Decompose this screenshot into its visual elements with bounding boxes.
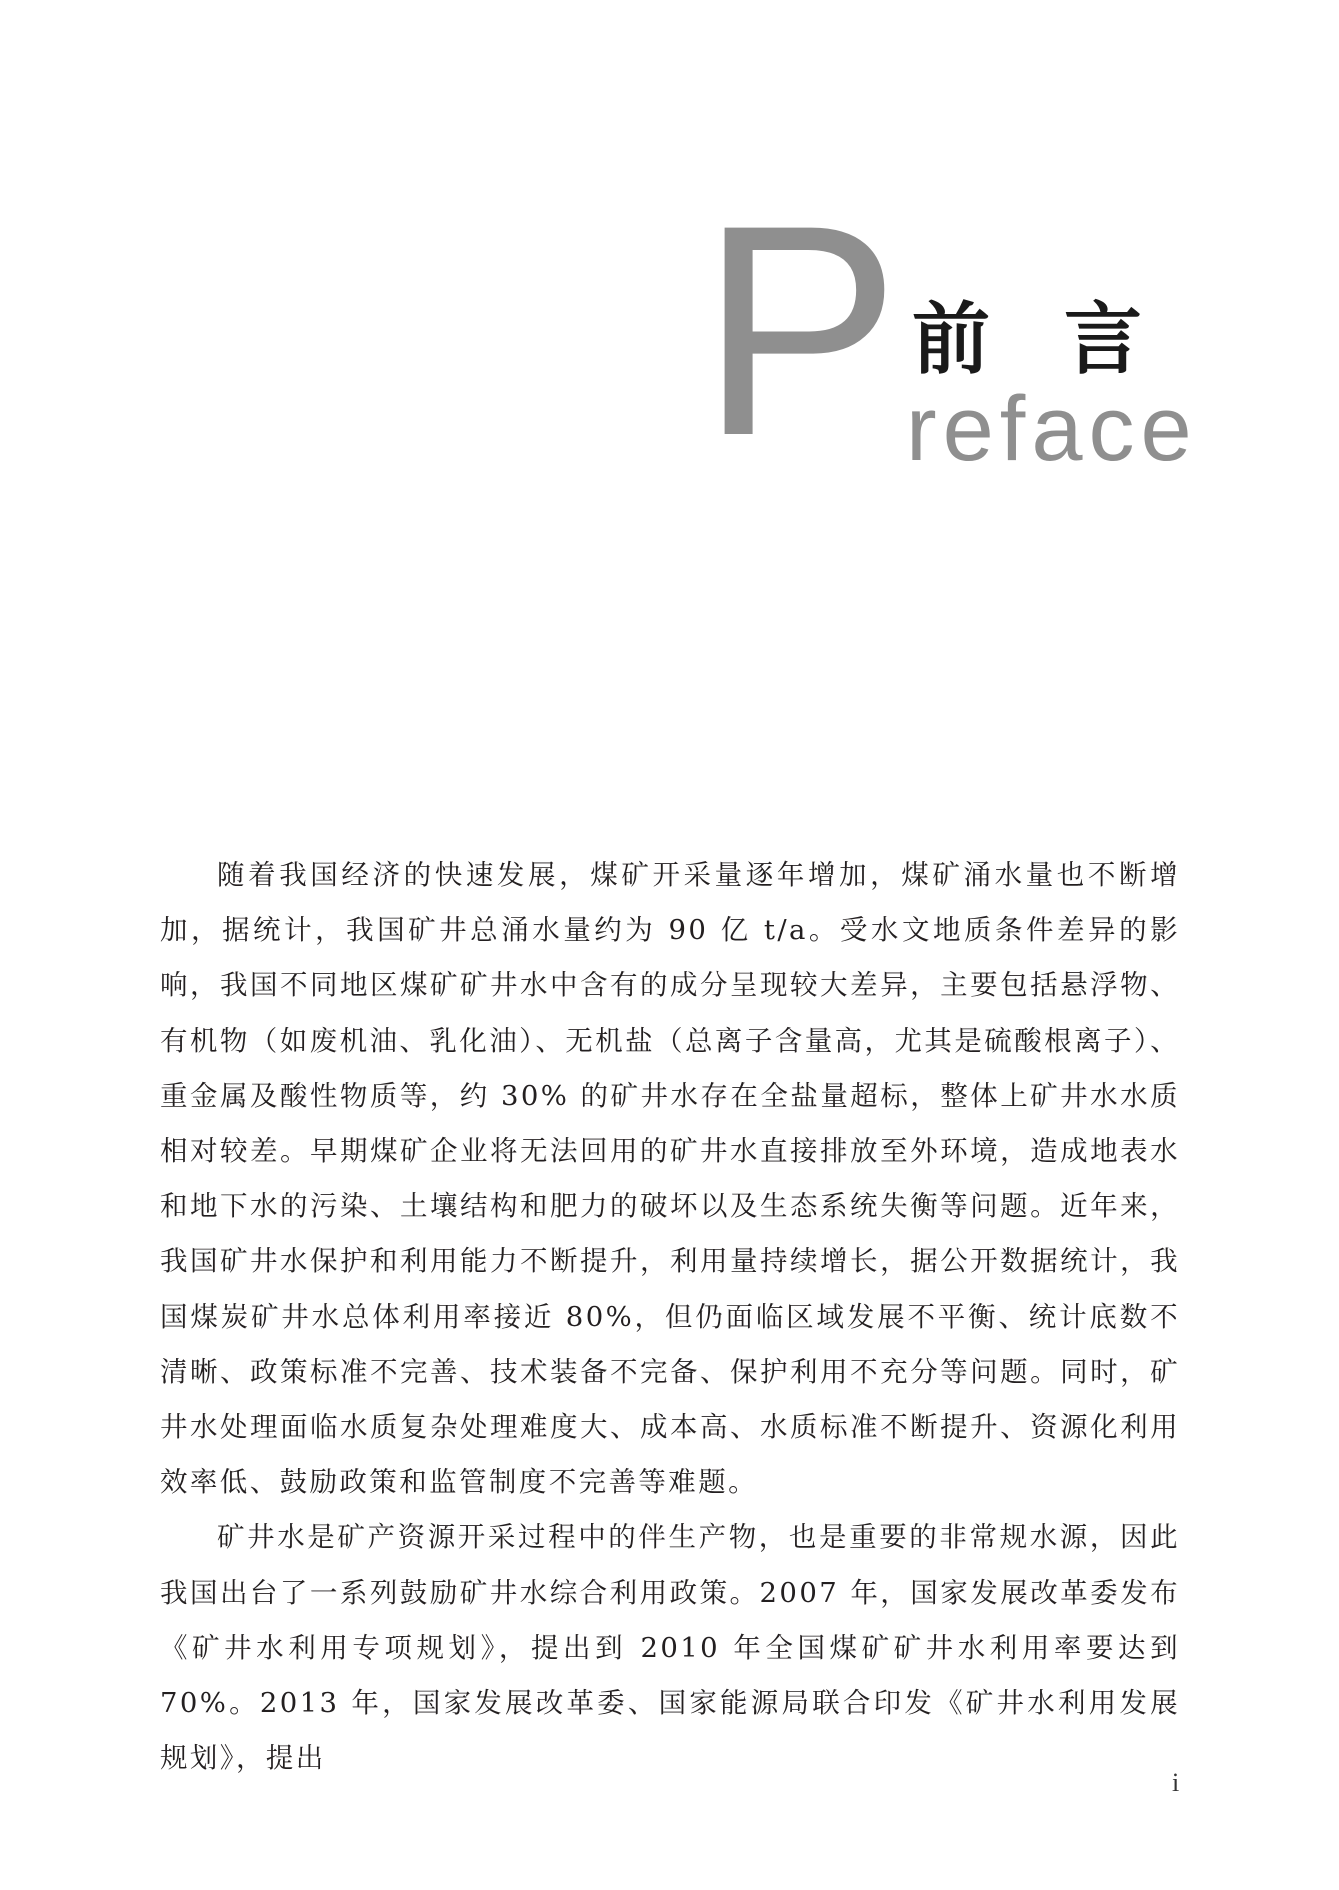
paragraph-1: 随着我国经济的快速发展，煤矿开采量逐年增加，煤矿涌水量也不断增加，据统计，我国矿井总涌水量约为 90 亿 t/a。受水文地质条件差异的影响，我国不同地区煤矿矿井水中含有的成分呈现较大差异，主要包括悬浮物、有机物（如废机油、乳化油）、无机盐（总离子含量高，尤其是硫酸根离子）、重金属及酸性物质等，约 30% 的矿井水存在全盐量超标，整体上矿井水水质相对较差。早期煤矿企业将无法回用的矿井水直接排放至外环境，造成地表水和地下水的污染、土壤结构和肥力的破坏以及生态系统失衡等问题。近年来，我国矿井水保护和利用能力不断提升，利用量持续增长，据公开数据统计，我国煤炭矿井水总体利用率接近 80%，但仍面临区域发展不平衡、统计底数不清晰、政策标准不完善、技术装备不完备、保护利用不充分等问题。同时，矿井水处理面临水质复杂处理难度大、成本高、水质标准不断提升、资源化利用效率低、鼓励政策和监管制度不完善等难题。 [160, 859, 1180, 1499]
preface-title-chinese: 前言 [912, 295, 1217, 385]
page-number: i [1172, 1768, 1180, 1797]
preface-initial-letter: P [700, 162, 901, 498]
paragraph-2: 矿井水是矿产资源开采过程中的伴生产物，也是重要的非常规水源，因此我国出台了一系列鼓励矿井水综合利用政策。2007 年，国家发展改革委发布《矿井水利用专项规划》，提出到 2010 年全国煤矿矿井水利用率要达到 70%。2013 年，国家发展改革委、国家能源局联合印发《矿井水利用发展规划》，提出 [160, 1521, 1180, 1775]
preface-title-english: reface [906, 378, 1198, 480]
preface-body [160, 848, 1180, 1786]
preface-heading [0, 0, 1339, 498]
